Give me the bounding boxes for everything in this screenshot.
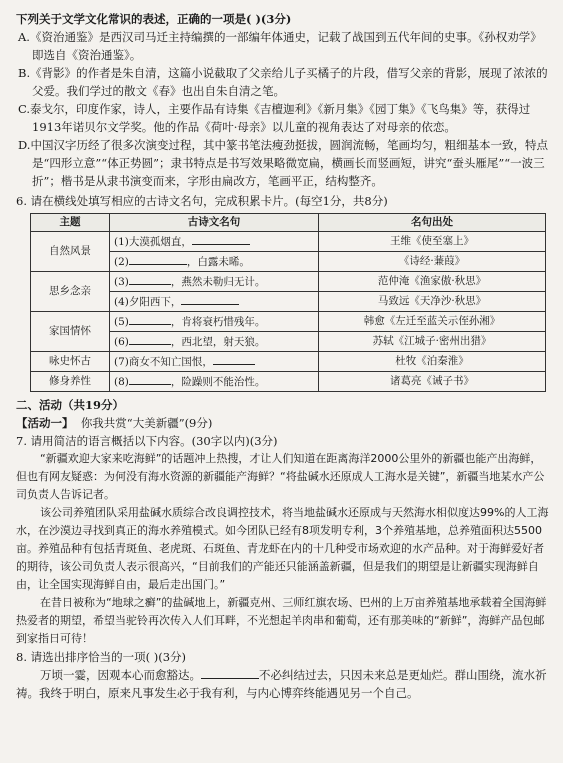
option-text: 《资治通鉴》是西汉司马迁主持编撰的一部编年体通史，记载了战国到五代年间的史事。《孙权劝学》即选自《资治通鉴》。 <box>29 30 542 62</box>
question-7 <box>16 432 550 648</box>
header-line: 古诗文名句 <box>110 214 319 232</box>
line-text-after: ，险躁则不能治性。 <box>170 376 266 388</box>
line-cell <box>110 312 319 332</box>
theme-cell: 自然风景 <box>31 232 110 272</box>
q8-stem: 8. 请选出排序恰当的一项( )(3分) <box>16 650 187 664</box>
line-cell <box>110 292 319 312</box>
source-cell: 苏轼《江城子·密州出猎》 <box>319 332 546 352</box>
answer-blank[interactable] <box>213 353 255 365</box>
q6-stem: 6. 请在横线处填写相应的古诗文名句，完成积累卡片。(每空1分，共8分) <box>16 194 388 208</box>
source-cell: 马致远《天净沙·秋思》 <box>319 292 546 312</box>
answer-blank[interactable] <box>129 373 171 385</box>
exam-page <box>16 10 550 702</box>
activity-1-text: 你我共赏“大美新疆”(9分) <box>80 416 213 430</box>
question-6 <box>16 192 550 392</box>
question-5 <box>16 10 550 190</box>
line-cell <box>110 372 319 392</box>
line-cell <box>110 332 319 352</box>
line-cell <box>110 232 319 252</box>
source-cell: 诸葛亮《诫子书》 <box>319 372 546 392</box>
answer-blank[interactable] <box>129 253 187 265</box>
section-title: 二、活动（共19分） <box>16 398 125 412</box>
answer-blank[interactable] <box>181 293 239 305</box>
section-activity <box>16 396 550 432</box>
q5-option-d <box>16 136 550 190</box>
q5-option-c <box>16 100 550 136</box>
q7-stem: 7. 请用简洁的语言概括以下内容。(30字以内)(3分) <box>16 434 278 448</box>
theme-cell: 思乡念亲 <box>31 272 110 312</box>
poem-table <box>30 213 546 392</box>
line-text: (2) <box>114 256 129 268</box>
answer-blank[interactable] <box>129 273 171 285</box>
line-text-after: ，燕然未勒归无计。 <box>170 276 266 288</box>
header-theme: 主题 <box>31 214 110 232</box>
option-letter: C. <box>18 102 31 116</box>
table-row <box>31 232 546 252</box>
option-text: 《背影》的作者是朱自清，这篇小说截取了父亲给儿子买橘子的片段，借写父亲的背影，展现了浓浓的父爱。我们学过的散文《春》也出自朱自清之笔。 <box>30 66 548 98</box>
line-cell <box>110 352 319 372</box>
option-text: 泰戈尔，印度作家，诗人，主要作品有诗集《吉檀迦利》《新月集》《园丁集》《飞鸟集》等，获得过1913年诺贝尔文学奖。他的作品《荷叶·母亲》以儿童的视角表达了对母亲的依恋。 <box>30 102 531 134</box>
theme-cell: 修身养性 <box>31 372 110 392</box>
table-row <box>31 272 546 292</box>
line-text: (4)夕阳西下， <box>114 296 182 308</box>
source-cell: 《诗经·蒹葭》 <box>319 252 546 272</box>
question-8 <box>16 648 550 702</box>
answer-blank[interactable] <box>192 233 250 245</box>
q7-paragraph-2: 该公司养殖团队采用盐碱水质综合改良调控技术，将当地盐碱水还原成与天然海水相似度达99%的人工海水，在沙漠边寻找到真正的海水养殖模式。如今团队已经有8项发明专利，3个养殖基地，总养殖面积达5500亩。养殖品种有包括青斑鱼、老虎斑、石斑鱼、青龙虾在内的十几种受市场欢迎的水产品种。对于海鲜爱好者的期待，该公司负责人表示很高兴，“目前我们的产能还只能涵盖新疆，但是我们的期望是让新疆实现海鲜自由，让全国实现海鲜自由，最后走出国门。” <box>16 506 549 591</box>
line-text: (5) <box>114 316 129 328</box>
line-text-after: ，白露未晞。 <box>186 256 250 268</box>
q8-passage <box>16 666 550 702</box>
answer-blank[interactable] <box>129 333 171 345</box>
q5-option-b <box>16 64 550 100</box>
source-cell: 王维《使至塞上》 <box>319 232 546 252</box>
q7-paragraph-3: 在昔日被称为“地球之癣”的盐碱地上，新疆克州、三师红旗农场、巴州的上万亩养殖基地承载着全国海鲜热爱者的期望，希望当驼铃再次传入人们耳畔，不光想起羊肉串和葡萄，还有那美味的“新鲜”，海鲜产品包邮到家指日可待！ <box>16 596 547 645</box>
option-letter: B. <box>18 66 31 80</box>
table-header-row <box>31 214 546 232</box>
answer-blank[interactable] <box>129 313 171 325</box>
activity-1-heading <box>16 414 550 432</box>
line-cell <box>110 272 319 292</box>
q7-paragraph-1: “新疆欢迎大家来吃海鲜”的话题冲上热搜，才让人们知道在距离海洋2000公里外的新疆也能产出海鲜，但也有网友疑惑：为何没有海水资源的新疆能产海鲜？“将盐碱水还原成人工海水是关键”，新疆当地某水产公司负责人告诉记者。 <box>16 452 545 501</box>
line-text: (1)大漠孤烟直， <box>114 236 192 248</box>
table-row <box>31 352 546 372</box>
activity-1-tag: 【活动一】 <box>16 416 74 430</box>
q8-text-a: 万顷一霎，因观本心而愈豁达。 <box>40 668 201 682</box>
theme-cell: 家国情怀 <box>31 312 110 352</box>
line-text-after: ，西北望，射天狼。 <box>170 336 266 348</box>
q5-stem: 下列关于文学文化常识的表述，正确的一项是( )(3分) <box>16 12 292 26</box>
table-row <box>31 372 546 392</box>
line-cell <box>110 252 319 272</box>
option-letter: A. <box>18 30 30 44</box>
q8-text-b: 不必纠结过去，只因未来总是更灿烂。群山围绕，流水祈祷。我终于明白，原来凡事发生必于我有利，与内心博弈终能遇见另一个自己。 <box>16 668 547 700</box>
source-cell: 韩愈《左迁至蓝关示侄孙湘》 <box>319 312 546 332</box>
line-text: (7)商女不知亡国恨， <box>114 356 213 368</box>
theme-cell: 咏史怀古 <box>31 352 110 372</box>
table-row <box>31 312 546 332</box>
answer-blank[interactable] <box>201 667 259 679</box>
line-text: (3) <box>114 276 129 288</box>
option-letter: D. <box>18 138 31 152</box>
line-text: (8) <box>114 376 129 388</box>
source-cell: 杜牧《泊秦淮》 <box>319 352 546 372</box>
source-cell: 范仲淹《渔家傲·秋思》 <box>319 272 546 292</box>
line-text-after: ，肯将衰朽惜残年。 <box>170 316 266 328</box>
line-text: (6) <box>114 336 129 348</box>
option-text: 中国汉字历经了很多次演变过程，其中篆书笔法瘦劲挺拔，圆润流畅，笔画均匀，粗细基本一致，特点是“四形立意”“体正势圆”；隶书特点是书写效果略微宽扁，横画长而竖画短，讲究“蚕头雁尾”“一波三折”；楷书是从隶书演变而来，字形由扁改方，笔画平正，结构整齐。 <box>30 138 548 188</box>
header-source: 名句出处 <box>319 214 546 232</box>
q5-option-a <box>16 28 550 64</box>
